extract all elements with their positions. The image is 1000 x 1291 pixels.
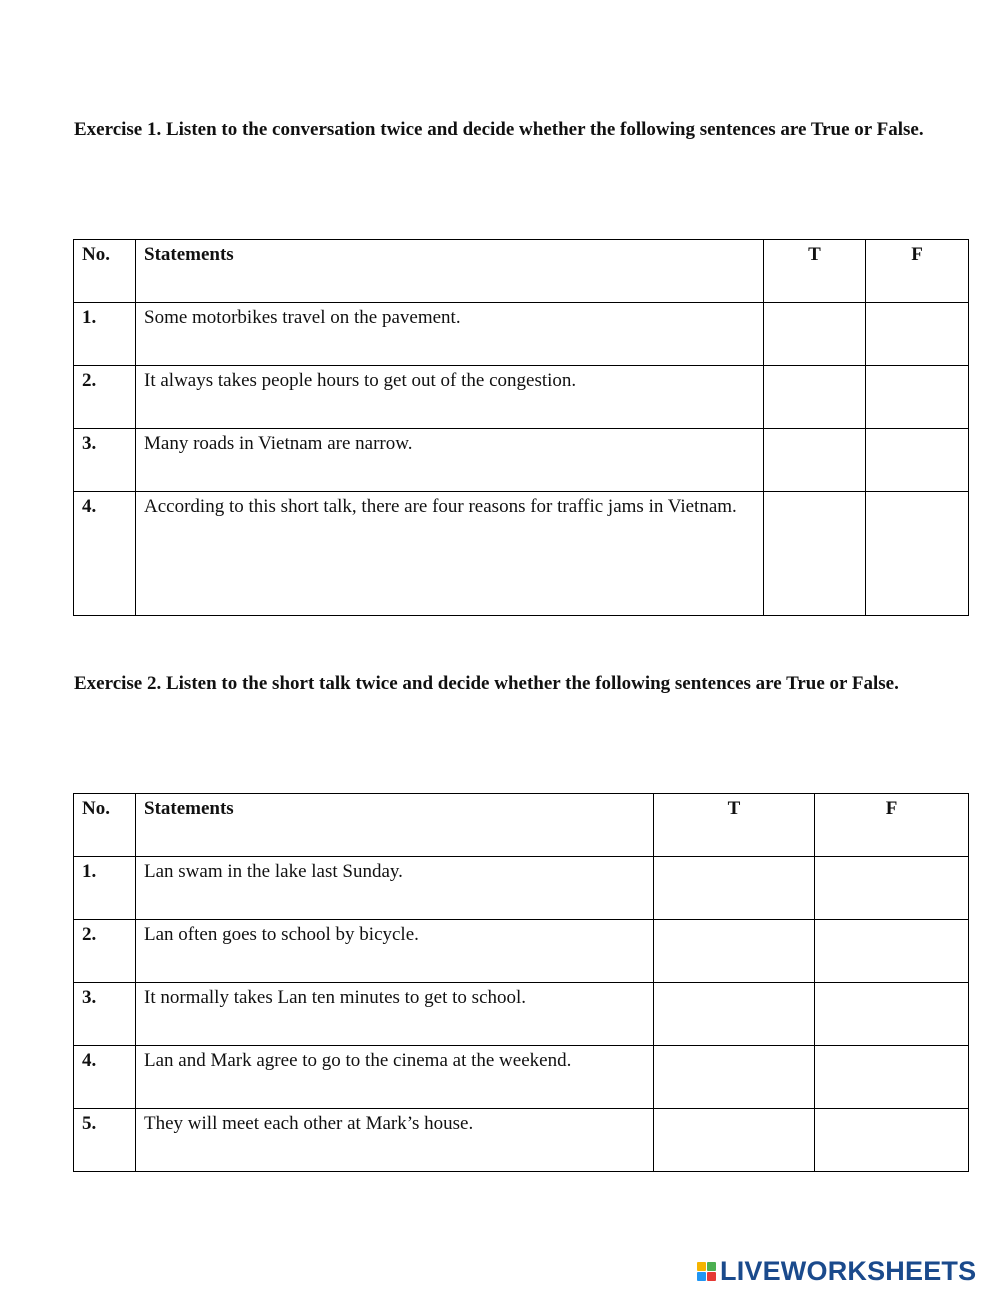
true-answer-cell[interactable]: [654, 920, 815, 983]
true-answer-cell[interactable]: [764, 429, 866, 492]
exercise-2-table: [73, 793, 969, 1172]
table-row: [74, 492, 969, 616]
false-answer-cell[interactable]: [866, 429, 969, 492]
false-answer-cell[interactable]: [815, 983, 969, 1046]
logo-square-icon: [707, 1262, 716, 1271]
header-no: No.: [74, 794, 136, 857]
true-answer-cell[interactable]: [654, 1046, 815, 1109]
header-false: F: [815, 794, 969, 857]
true-answer-cell[interactable]: [764, 303, 866, 366]
row-number: 2.: [74, 920, 136, 983]
false-answer-cell[interactable]: [866, 492, 969, 616]
false-answer-cell[interactable]: [815, 1046, 969, 1109]
header-true: T: [654, 794, 815, 857]
header-no: No.: [74, 240, 136, 303]
statement-text: Lan swam in the lake last Sunday.: [136, 857, 654, 920]
liveworksheets-icon: [697, 1262, 716, 1281]
logo-text: LIVEWORKSHEETS: [720, 1256, 977, 1286]
logo-square-icon: [697, 1262, 706, 1271]
exercise-1-table: [73, 239, 969, 616]
row-number: 1.: [74, 857, 136, 920]
statement-text: It normally takes Lan ten minutes to get to school.: [136, 983, 654, 1046]
header-statements: Statements: [136, 794, 654, 857]
true-answer-cell[interactable]: [654, 857, 815, 920]
false-answer-cell[interactable]: [866, 366, 969, 429]
logo-square-icon: [697, 1272, 706, 1281]
header-true: T: [764, 240, 866, 303]
row-number: 5.: [74, 1109, 136, 1172]
statement-text: Lan often goes to school by bicycle.: [136, 920, 654, 983]
exercise-2-instruction: Exercise 2. Listen to the short talk twice and decide whether the following sentences are True or False.: [74, 673, 899, 694]
row-number: 4.: [74, 492, 136, 616]
row-number: 3.: [74, 429, 136, 492]
false-answer-cell[interactable]: [815, 920, 969, 983]
row-number: 2.: [74, 366, 136, 429]
statement-text: According to this short talk, there are four reasons for traffic jams in Vietnam.: [136, 492, 764, 616]
false-answer-cell[interactable]: [815, 857, 969, 920]
statement-text: They will meet each other at Mark’s house.: [136, 1109, 654, 1172]
header-statements: Statements: [136, 240, 764, 303]
true-answer-cell[interactable]: [764, 492, 866, 616]
statement-text: It always takes people hours to get out of the congestion.: [136, 366, 764, 429]
row-number: 4.: [74, 1046, 136, 1109]
liveworksheets-logo: [697, 1258, 976, 1284]
false-answer-cell[interactable]: [866, 303, 969, 366]
logo-square-icon: [707, 1272, 716, 1281]
statement-text: Lan and Mark agree to go to the cinema at the weekend.: [136, 1046, 654, 1109]
true-answer-cell[interactable]: [654, 983, 815, 1046]
exercise-1-instruction: Exercise 1. Listen to the conversation twice and decide whether the following sentences are True or False.: [74, 119, 924, 140]
row-number: 1.: [74, 303, 136, 366]
statement-text: Many roads in Vietnam are narrow.: [136, 429, 764, 492]
statement-text: Some motorbikes travel on the pavement.: [136, 303, 764, 366]
true-answer-cell[interactable]: [764, 366, 866, 429]
table-row: [74, 1109, 969, 1172]
header-false: F: [866, 240, 969, 303]
true-answer-cell[interactable]: [654, 1109, 815, 1172]
row-number: 3.: [74, 983, 136, 1046]
false-answer-cell[interactable]: [815, 1109, 969, 1172]
